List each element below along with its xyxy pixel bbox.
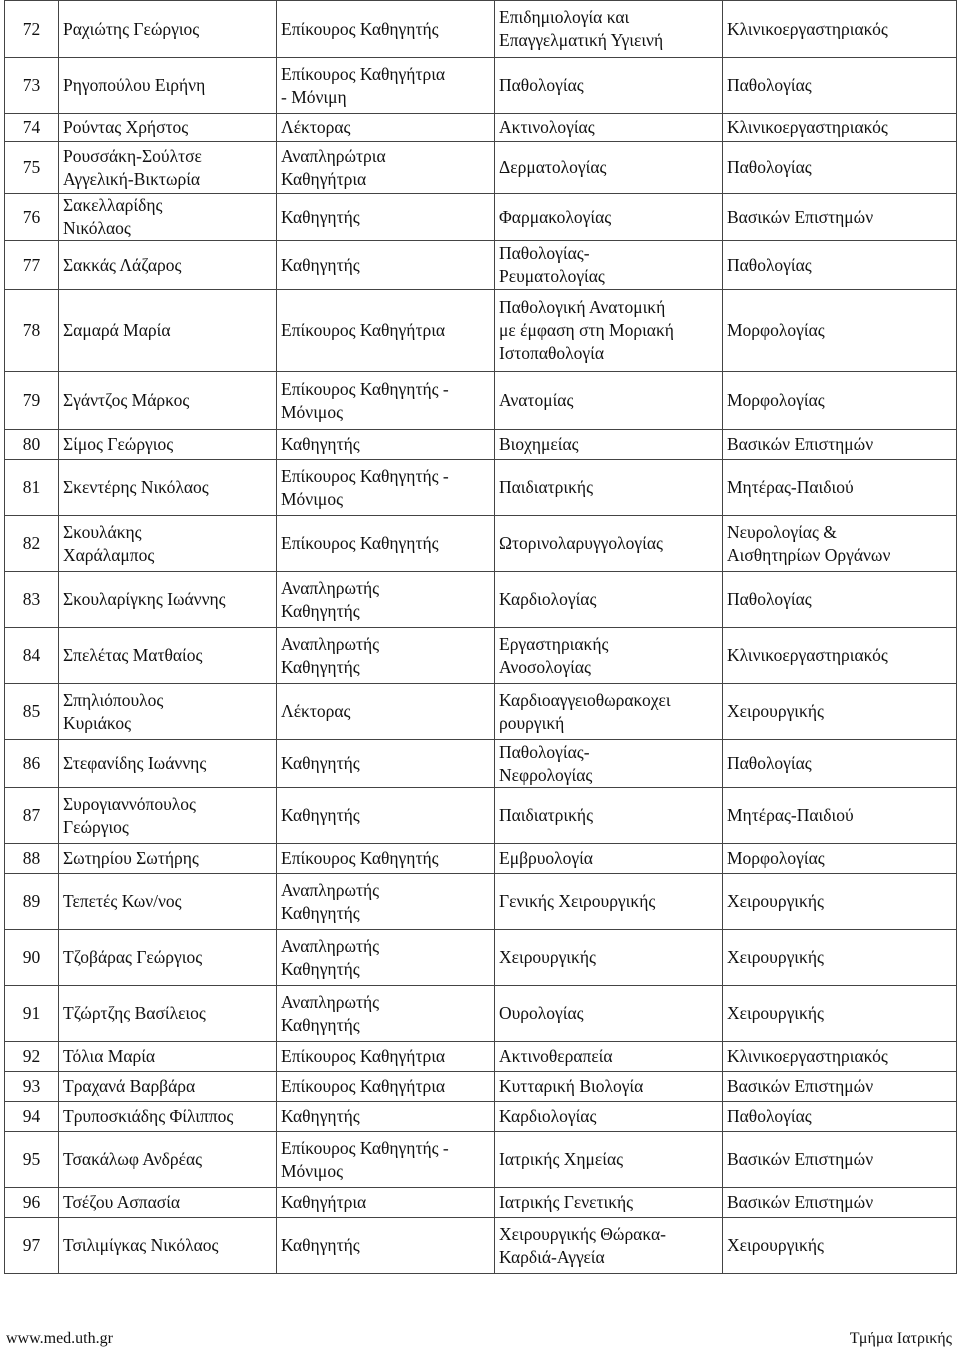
row-number: 85: [5, 684, 59, 740]
faculty-name: Σακελλαρίδης Νικόλαος: [59, 194, 277, 241]
row-number: 93: [5, 1072, 59, 1102]
faculty-subject: Ακτινολογίας: [495, 114, 723, 142]
row-number: 83: [5, 572, 59, 628]
table-row: [5, 114, 957, 142]
table-row: [5, 572, 957, 628]
faculty-department: Κλινικοεργαστηριακός: [723, 1, 957, 58]
faculty-department: Βασικών Επιστημών: [723, 1188, 957, 1218]
faculty-subject: Χειρουργικής: [495, 930, 723, 986]
faculty-rank: Καθηγητής: [277, 740, 495, 788]
faculty-subject: Παθολογίας- Ρευματολογίας: [495, 241, 723, 290]
table-row: [5, 684, 957, 740]
faculty-subject: Ιατρικής Γενετικής: [495, 1188, 723, 1218]
faculty-name: Ραχιώτης Γεώργιος: [59, 1, 277, 58]
faculty-department: Βασικών Επιστημών: [723, 1072, 957, 1102]
faculty-rank: Αναπληρωτής Καθηγητής: [277, 874, 495, 930]
faculty-department: Νευρολογίας & Αισθητηρίων Οργάνων: [723, 516, 957, 572]
faculty-subject: Εμβρυολογία: [495, 844, 723, 874]
faculty-subject: Ιατρικής Χημείας: [495, 1132, 723, 1188]
faculty-table: [4, 0, 957, 1274]
faculty-name: Τρυποσκιάδης Φίλιππος: [59, 1102, 277, 1132]
faculty-rank: Καθηγητής: [277, 788, 495, 844]
faculty-rank: Επίκουρος Καθηγήτρια: [277, 1042, 495, 1072]
table-row: [5, 1042, 957, 1072]
faculty-rank: Λέκτορας: [277, 684, 495, 740]
row-number: 75: [5, 142, 59, 194]
faculty-rank: Αναπληρωτής Καθηγητής: [277, 572, 495, 628]
row-number: 72: [5, 1, 59, 58]
faculty-subject: Εργαστηριακής Ανοσολογίας: [495, 628, 723, 684]
table-row: [5, 194, 957, 241]
faculty-rank: Επίκουρος Καθηγητής: [277, 844, 495, 874]
faculty-rank: Επίκουρος Καθηγήτρια - Μόνιμη: [277, 58, 495, 114]
row-number: 79: [5, 372, 59, 430]
faculty-subject: Παθολογίας- Νεφρολογίας: [495, 740, 723, 788]
faculty-department: Παθολογίας: [723, 740, 957, 788]
faculty-rank: Επίκουρος Καθηγητής: [277, 1, 495, 58]
faculty-name: Σπελέτας Ματθαίος: [59, 628, 277, 684]
table-row: [5, 844, 957, 874]
faculty-rank: Καθηγητής: [277, 194, 495, 241]
faculty-subject: Καρδιοαγγειοθωρακοχει ρουργική: [495, 684, 723, 740]
row-number: 94: [5, 1102, 59, 1132]
faculty-department: Παθολογίας: [723, 572, 957, 628]
faculty-name: Τόλια Μαρία: [59, 1042, 277, 1072]
row-number: 76: [5, 194, 59, 241]
faculty-subject: Ουρολογίας: [495, 986, 723, 1042]
faculty-name: Σπηλιόπουλος Κυριάκος: [59, 684, 277, 740]
faculty-name: Σκουλαρίγκης Ιωάννης: [59, 572, 277, 628]
row-number: 96: [5, 1188, 59, 1218]
footer-website: www.med.uth.gr: [6, 1330, 113, 1347]
faculty-department: Κλινικοεργαστηριακός: [723, 1042, 957, 1072]
table-row: [5, 788, 957, 844]
faculty-subject: Καρδιολογίας: [495, 1102, 723, 1132]
faculty-name: Σκουλάκης Χαράλαμπος: [59, 516, 277, 572]
faculty-rank: Επίκουρος Καθηγήτρια: [277, 290, 495, 372]
row-number: 90: [5, 930, 59, 986]
table-row: [5, 372, 957, 430]
table-row: [5, 1, 957, 58]
table-row: [5, 241, 957, 290]
faculty-rank: Επίκουρος Καθηγητής - Μόνιμος: [277, 372, 495, 430]
table-row: [5, 516, 957, 572]
table-row: [5, 930, 957, 986]
table-row: [5, 1102, 957, 1132]
faculty-name: Στεφανίδης Ιωάννης: [59, 740, 277, 788]
faculty-name: Ρουσσάκη-Σούλτσε Αγγελική-Βικτωρία: [59, 142, 277, 194]
faculty-department: Μητέρας-Παιδιού: [723, 788, 957, 844]
faculty-subject: Γενικής Χειρουργικής: [495, 874, 723, 930]
table-row: [5, 740, 957, 788]
faculty-name: Τσέζου Ασπασία: [59, 1188, 277, 1218]
faculty-department: Χειρουργικής: [723, 986, 957, 1042]
row-number: 80: [5, 430, 59, 460]
faculty-department: Παθολογίας: [723, 1102, 957, 1132]
row-number: 73: [5, 58, 59, 114]
faculty-department: Κλινικοεργαστηριακός: [723, 114, 957, 142]
faculty-department: Βασικών Επιστημών: [723, 430, 957, 460]
faculty-department: Μορφολογίας: [723, 372, 957, 430]
faculty-name: Τσακάλωφ Ανδρέας: [59, 1132, 277, 1188]
table-row: [5, 874, 957, 930]
faculty-subject: Παθολογίας: [495, 58, 723, 114]
table-row: [5, 628, 957, 684]
faculty-subject: Παιδιατρικής: [495, 460, 723, 516]
table-row: [5, 430, 957, 460]
faculty-rank: Επίκουρος Καθηγητής - Μόνιμος: [277, 460, 495, 516]
table-row: [5, 142, 957, 194]
faculty-department: Βασικών Επιστημών: [723, 1132, 957, 1188]
row-number: 97: [5, 1218, 59, 1274]
faculty-rank: Καθηγητής: [277, 1218, 495, 1274]
faculty-subject: Δερματολογίας: [495, 142, 723, 194]
table-row: [5, 1132, 957, 1188]
faculty-department: Παθολογίας: [723, 241, 957, 290]
faculty-name: Ρηγοπούλου Ειρήνη: [59, 58, 277, 114]
table-row: [5, 290, 957, 372]
faculty-rank: Αναπληρωτής Καθηγητής: [277, 628, 495, 684]
row-number: 78: [5, 290, 59, 372]
faculty-rank: Καθηγητής: [277, 241, 495, 290]
table-row: [5, 1072, 957, 1102]
row-number: 95: [5, 1132, 59, 1188]
row-number: 87: [5, 788, 59, 844]
table-row: [5, 460, 957, 516]
faculty-subject: Παιδιατρικής: [495, 788, 723, 844]
faculty-subject: Βιοχημείας: [495, 430, 723, 460]
faculty-department: Κλινικοεργαστηριακός: [723, 628, 957, 684]
faculty-department: Παθολογίας: [723, 58, 957, 114]
faculty-name: Σκεντέρης Νικόλαος: [59, 460, 277, 516]
faculty-department: Παθολογίας: [723, 142, 957, 194]
faculty-rank: Επίκουρος Καθηγήτρια: [277, 1072, 495, 1102]
faculty-department: Χειρουργικής: [723, 684, 957, 740]
faculty-name: Σωτηρίου Σωτήρης: [59, 844, 277, 874]
faculty-rank: Αναπληρώτρια Καθηγήτρια: [277, 142, 495, 194]
row-number: 92: [5, 1042, 59, 1072]
faculty-table-container: [4, 0, 956, 1274]
faculty-rank: Επίκουρος Καθηγητής: [277, 516, 495, 572]
row-number: 77: [5, 241, 59, 290]
table-row: [5, 58, 957, 114]
faculty-rank: Καθηγητής: [277, 1102, 495, 1132]
faculty-department: Χειρουργικής: [723, 874, 957, 930]
faculty-subject: Χειρουργικής Θώρακα- Καρδιά-Αγγεία: [495, 1218, 723, 1274]
row-number: 89: [5, 874, 59, 930]
faculty-name: Σγάντζος Μάρκος: [59, 372, 277, 430]
faculty-subject: Ωτορινολαρυγγολογίας: [495, 516, 723, 572]
table-row: [5, 1188, 957, 1218]
faculty-rank: Αναπληρωτής Καθηγητής: [277, 986, 495, 1042]
faculty-subject: Φαρμακολογίας: [495, 194, 723, 241]
faculty-subject: Ακτινοθεραπεία: [495, 1042, 723, 1072]
faculty-subject: Επιδημιολογία και Επαγγελματική Υγιεινή: [495, 1, 723, 58]
faculty-subject: Κυτταρική Βιολογία: [495, 1072, 723, 1102]
faculty-name: Τζώρτζης Βασίλειος: [59, 986, 277, 1042]
faculty-name: Τεπετές Κων/νος: [59, 874, 277, 930]
faculty-department: Μητέρας-Παιδιού: [723, 460, 957, 516]
faculty-department: Μορφολογίας: [723, 844, 957, 874]
faculty-rank: Επίκουρος Καθηγητής - Μόνιμος: [277, 1132, 495, 1188]
footer-department: Τμήμα Ιατρικής: [849, 1330, 952, 1347]
row-number: 82: [5, 516, 59, 572]
faculty-name: Σίμος Γεώργιος: [59, 430, 277, 460]
faculty-rank: Καθηγητής: [277, 430, 495, 460]
faculty-rank: Αναπληρωτής Καθηγητής: [277, 930, 495, 986]
row-number: 74: [5, 114, 59, 142]
row-number: 88: [5, 844, 59, 874]
faculty-subject: Καρδιολογίας: [495, 572, 723, 628]
table-row: [5, 1218, 957, 1274]
row-number: 86: [5, 740, 59, 788]
faculty-name: Τσιλιμίγκας Νικόλαος: [59, 1218, 277, 1274]
row-number: 81: [5, 460, 59, 516]
faculty-department: Βασικών Επιστημών: [723, 194, 957, 241]
faculty-name: Τραχανά Βαρβάρα: [59, 1072, 277, 1102]
row-number: 84: [5, 628, 59, 684]
faculty-subject: Ανατομίας: [495, 372, 723, 430]
faculty-subject: Παθολογική Ανατομική με έμφαση στη Μοριακή Ιστοπαθολογία: [495, 290, 723, 372]
faculty-rank: Λέκτορας: [277, 114, 495, 142]
faculty-name: Ρούντας Χρήστος: [59, 114, 277, 142]
row-number: 91: [5, 986, 59, 1042]
faculty-department: Χειρουργικής: [723, 930, 957, 986]
faculty-rank: Καθηγήτρια: [277, 1188, 495, 1218]
faculty-name: Σαμαρά Μαρία: [59, 290, 277, 372]
faculty-table-body: [5, 1, 957, 1274]
faculty-name: Τζοβάρας Γεώργιος: [59, 930, 277, 986]
faculty-department: Μορφολογίας: [723, 290, 957, 372]
table-row: [5, 986, 957, 1042]
faculty-name: Σακκάς Λάζαρος: [59, 241, 277, 290]
faculty-department: Χειρουργικής: [723, 1218, 957, 1274]
faculty-name: Συρογιαννόπουλος Γεώργιος: [59, 788, 277, 844]
